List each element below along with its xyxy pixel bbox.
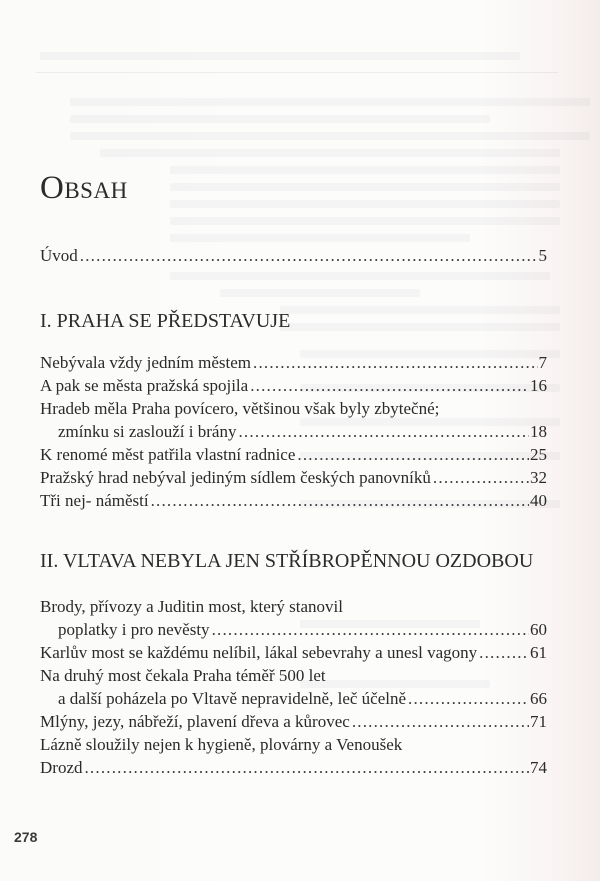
dot-leader (479, 642, 529, 664)
toc-entry-label: Mlýny, jezy, nábřeží, plavení dřeva a kůrovec (40, 712, 350, 731)
show-through-text (170, 272, 550, 280)
toc-entry-label: Pražský hrad nebýval jediným sídlem českých panovníků (40, 468, 431, 487)
toc-entry-label: A pak se města pražská spojila (40, 376, 249, 395)
dot-leader (151, 490, 529, 512)
toc-entry-label: a další poházela po Vltavě nepravidelně, leč účelně (58, 689, 407, 708)
show-through-text (40, 52, 520, 60)
toc-entry[interactable] (40, 444, 547, 466)
toc-entry-label: K renomé měst patřila vlastní radnice (40, 445, 296, 464)
show-through-text (170, 200, 560, 208)
toc-entry[interactable] (58, 619, 547, 641)
dot-leader (84, 757, 529, 779)
toc-page-number: 16 (530, 376, 547, 395)
show-through-text (70, 132, 590, 140)
toc-entry-intro[interactable] (40, 245, 547, 267)
toc-entry[interactable] (40, 375, 547, 397)
toc-entry-label: Nebývala vždy jedním městem (40, 353, 252, 372)
dot-leader (238, 421, 529, 443)
toc-entry[interactable] (58, 688, 547, 710)
toc-entry-label-line[interactable]: Lázně sloužily nejen k hygieně, plovárny a Venoušek (40, 735, 403, 754)
section-heading: II. VLTAVA NEBYLA JEN STŘÍBROPĚNNOU OZDOBOU (40, 550, 534, 572)
show-through-rule (36, 72, 558, 73)
toc-page-number: 66 (530, 689, 547, 708)
toc-page-number: 25 (530, 445, 547, 464)
toc-entry[interactable] (40, 352, 547, 374)
toc-entry-label: Drozd (40, 758, 83, 777)
show-through-text (170, 183, 560, 191)
dot-leader (253, 352, 537, 374)
show-through-text (70, 115, 490, 123)
toc-entry[interactable] (40, 757, 547, 779)
show-through-text (280, 323, 560, 331)
dot-leader (297, 444, 529, 466)
show-through-text (280, 306, 560, 314)
toc-entry-label-line[interactable]: Hradeb měla Praha povícero, většinou však byly zbytečné; (40, 399, 440, 418)
toc-entry[interactable] (58, 421, 547, 443)
page-number: 278 (14, 829, 38, 845)
show-through-text (170, 217, 560, 225)
toc-page-number: 74 (530, 758, 547, 777)
toc-page-number: 61 (530, 643, 547, 662)
show-through-text (100, 149, 560, 157)
dot-leader (352, 711, 529, 733)
page-title: Obsah (40, 170, 128, 206)
toc-entry[interactable] (40, 467, 547, 489)
show-through-text (70, 98, 590, 106)
toc-page-number: 5 (538, 246, 547, 265)
toc-page-number: 60 (530, 620, 547, 639)
dot-leader (250, 375, 529, 397)
dot-leader (212, 619, 529, 641)
toc-page-number: 7 (538, 353, 547, 372)
toc-page-number: 40 (530, 491, 547, 510)
show-through-text (170, 234, 470, 242)
toc-entry[interactable] (40, 642, 547, 664)
toc-entry-label-line[interactable]: Na druhý most čekala Praha téměř 500 let (40, 666, 326, 685)
toc-entry[interactable] (40, 490, 547, 512)
toc-entry-label: poplatky i pro nevěsty (58, 620, 210, 639)
toc-entry[interactable] (40, 711, 547, 733)
dot-leader (433, 467, 529, 489)
show-through-text (300, 680, 490, 688)
toc-page-number: 71 (530, 712, 547, 731)
toc-entry-label-line[interactable]: Brody, přívozy a Juditin most, který stanovil (40, 597, 343, 616)
show-through-text (220, 289, 420, 297)
toc-entry-label: zmínku si zaslouží i brány (58, 422, 237, 441)
dot-leader (408, 688, 529, 710)
toc-entry-label: Karlův most se každému nelíbil, lákal sebevrahy a unesl vagony (40, 643, 478, 662)
toc-entry-label: Úvod (40, 246, 78, 265)
toc-page-number: 18 (530, 422, 547, 441)
toc-entry-label: Tři nej- náměstí (40, 491, 149, 510)
dot-leader (80, 245, 538, 267)
toc-page-number: 32 (530, 468, 547, 487)
show-through-text (170, 166, 560, 174)
section-heading: I. PRAHA SE PŘEDSTAVUJE (40, 310, 291, 332)
